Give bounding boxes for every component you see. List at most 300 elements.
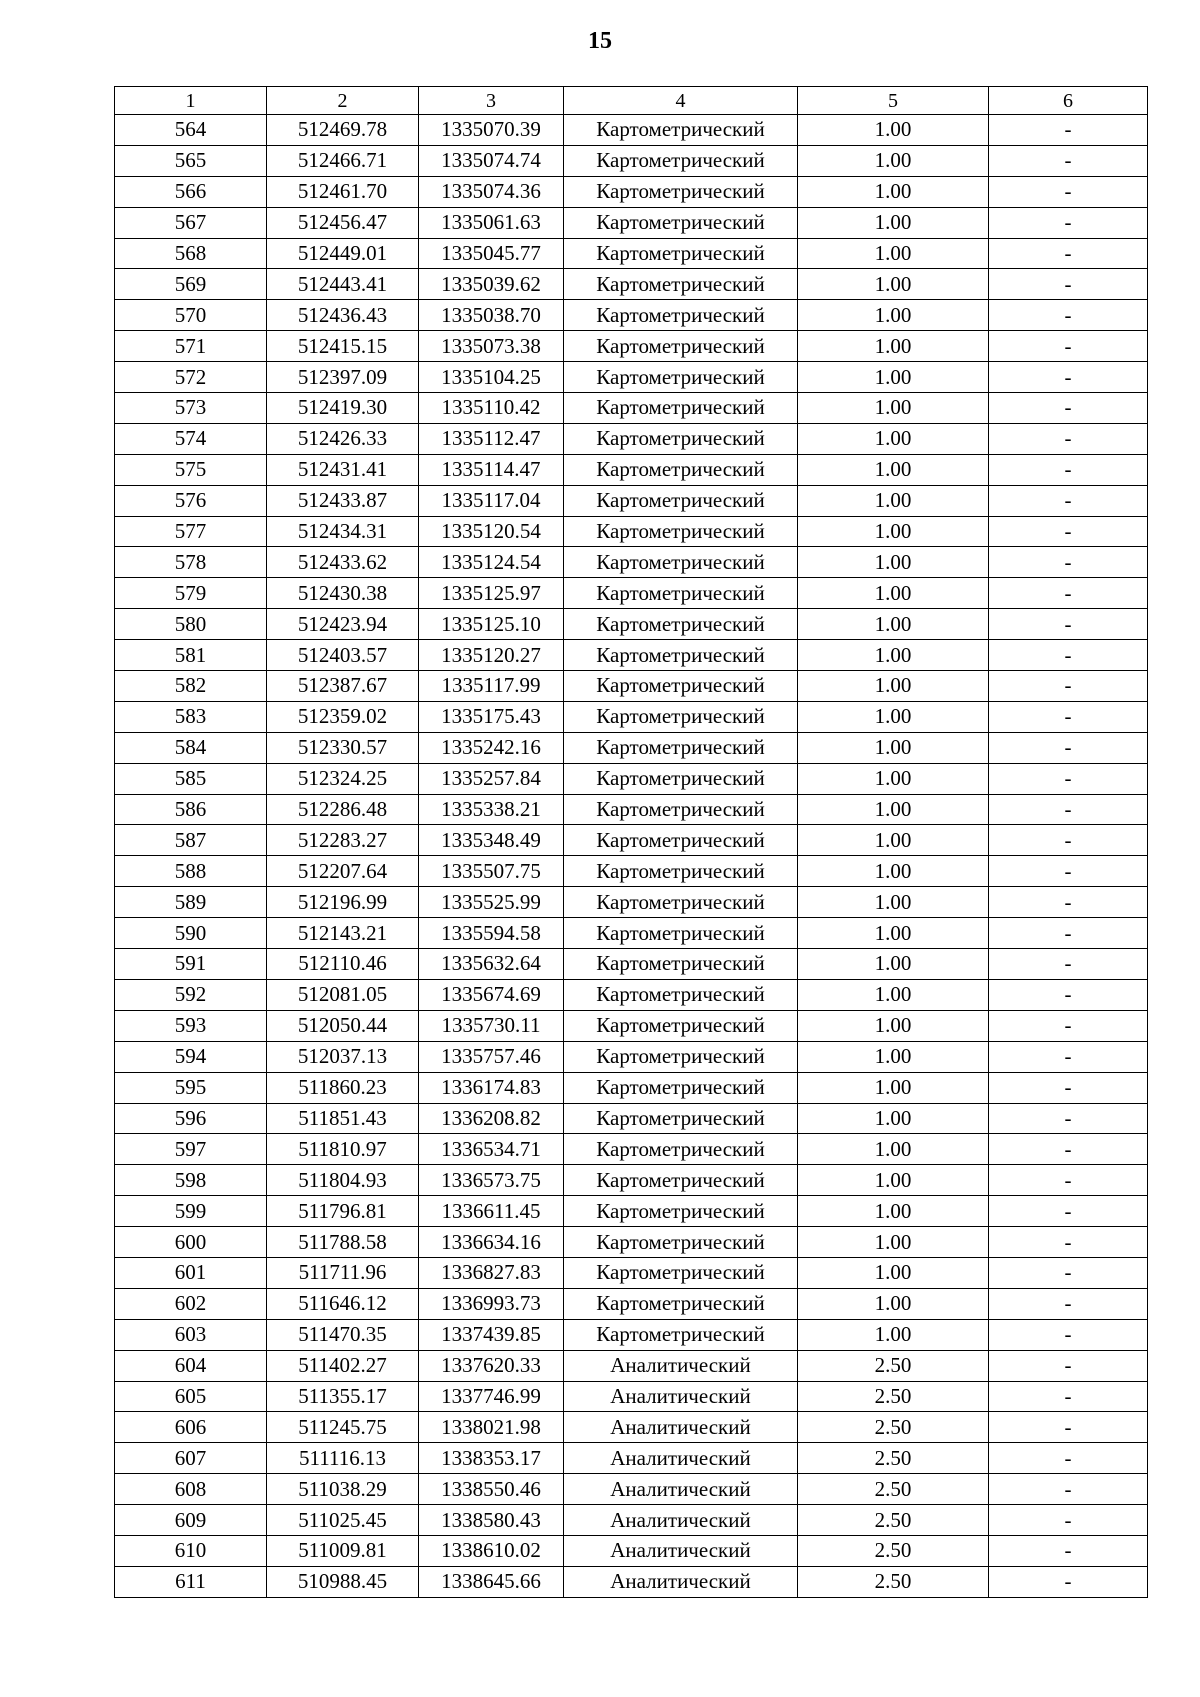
method-cell: Аналитический <box>564 1505 798 1536</box>
x-coordinate-cell: 511355.17 <box>267 1381 419 1412</box>
point-number-cell: 581 <box>115 640 267 671</box>
method-cell: Аналитический <box>564 1412 798 1443</box>
accuracy-cell: 1.00 <box>798 269 989 300</box>
table-row <box>115 1412 1148 1443</box>
accuracy-cell: 1.00 <box>798 1165 989 1196</box>
accuracy-cell: 1.00 <box>798 640 989 671</box>
note-cell: - <box>989 1566 1148 1597</box>
note-cell: - <box>989 671 1148 702</box>
y-coordinate-cell: 1337746.99 <box>419 1381 564 1412</box>
method-cell: Картометрический <box>564 1257 798 1288</box>
accuracy-cell: 1.00 <box>798 115 989 146</box>
x-coordinate-cell: 511860.23 <box>267 1072 419 1103</box>
method-cell: Картометрический <box>564 145 798 176</box>
point-number-cell: 610 <box>115 1535 267 1566</box>
method-cell: Аналитический <box>564 1474 798 1505</box>
note-cell: - <box>989 207 1148 238</box>
point-number-cell: 573 <box>115 393 267 424</box>
method-cell: Картометрический <box>564 701 798 732</box>
table-row <box>115 1350 1148 1381</box>
x-coordinate-cell: 512431.41 <box>267 454 419 485</box>
note-cell: - <box>989 516 1148 547</box>
column-header: 4 <box>564 87 798 115</box>
accuracy-cell: 1.00 <box>798 763 989 794</box>
point-number-cell: 567 <box>115 207 267 238</box>
note-cell: - <box>989 145 1148 176</box>
point-number-cell: 570 <box>115 300 267 331</box>
point-number-cell: 565 <box>115 145 267 176</box>
point-number-cell: 601 <box>115 1257 267 1288</box>
note-cell: - <box>989 1196 1148 1227</box>
table-row <box>115 1134 1148 1165</box>
table-row <box>115 1041 1148 1072</box>
accuracy-cell: 1.00 <box>798 300 989 331</box>
table-row <box>115 300 1148 331</box>
accuracy-cell: 2.50 <box>798 1350 989 1381</box>
accuracy-cell: 1.00 <box>798 856 989 887</box>
column-header: 2 <box>267 87 419 115</box>
y-coordinate-cell: 1335632.64 <box>419 949 564 980</box>
x-coordinate-cell: 510988.45 <box>267 1566 419 1597</box>
accuracy-cell: 1.00 <box>798 918 989 949</box>
table-row <box>115 1535 1148 1566</box>
accuracy-cell: 1.00 <box>798 176 989 207</box>
y-coordinate-cell: 1335038.70 <box>419 300 564 331</box>
point-number-cell: 593 <box>115 1010 267 1041</box>
x-coordinate-cell: 512469.78 <box>267 115 419 146</box>
accuracy-cell: 1.00 <box>798 1288 989 1319</box>
method-cell: Картометрический <box>564 362 798 393</box>
note-cell: - <box>989 1535 1148 1566</box>
point-number-cell: 608 <box>115 1474 267 1505</box>
note-cell: - <box>989 856 1148 887</box>
point-number-cell: 578 <box>115 547 267 578</box>
method-cell: Картометрический <box>564 176 798 207</box>
table-row <box>115 269 1148 300</box>
point-number-cell: 597 <box>115 1134 267 1165</box>
note-cell: - <box>989 794 1148 825</box>
point-number-cell: 591 <box>115 949 267 980</box>
table-row <box>115 207 1148 238</box>
table-row <box>115 1227 1148 1258</box>
accuracy-cell: 1.00 <box>798 485 989 516</box>
y-coordinate-cell: 1336208.82 <box>419 1103 564 1134</box>
point-number-cell: 564 <box>115 115 267 146</box>
y-coordinate-cell: 1336993.73 <box>419 1288 564 1319</box>
x-coordinate-cell: 512426.33 <box>267 423 419 454</box>
note-cell: - <box>989 1072 1148 1103</box>
point-number-cell: 588 <box>115 856 267 887</box>
point-number-cell: 607 <box>115 1443 267 1474</box>
point-number-cell: 569 <box>115 269 267 300</box>
y-coordinate-cell: 1338610.02 <box>419 1535 564 1566</box>
method-cell: Картометрический <box>564 578 798 609</box>
x-coordinate-cell: 512397.09 <box>267 362 419 393</box>
method-cell: Картометрический <box>564 887 798 918</box>
accuracy-cell: 1.00 <box>798 825 989 856</box>
accuracy-cell: 1.00 <box>798 609 989 640</box>
y-coordinate-cell: 1337439.85 <box>419 1319 564 1350</box>
accuracy-cell: 1.00 <box>798 454 989 485</box>
y-coordinate-cell: 1335120.54 <box>419 516 564 547</box>
accuracy-cell: 1.00 <box>798 1319 989 1350</box>
method-cell: Картометрический <box>564 825 798 856</box>
y-coordinate-cell: 1338580.43 <box>419 1505 564 1536</box>
x-coordinate-cell: 512423.94 <box>267 609 419 640</box>
method-cell: Картометрический <box>564 1165 798 1196</box>
accuracy-cell: 1.00 <box>798 362 989 393</box>
y-coordinate-cell: 1335073.38 <box>419 331 564 362</box>
page-number: 15 <box>588 28 612 54</box>
accuracy-cell: 1.00 <box>798 145 989 176</box>
point-number-cell: 600 <box>115 1227 267 1258</box>
accuracy-cell: 1.00 <box>798 1196 989 1227</box>
accuracy-cell: 2.50 <box>798 1412 989 1443</box>
x-coordinate-cell: 512207.64 <box>267 856 419 887</box>
x-coordinate-cell: 511804.93 <box>267 1165 419 1196</box>
table-row <box>115 949 1148 980</box>
point-number-cell: 599 <box>115 1196 267 1227</box>
x-coordinate-cell: 512330.57 <box>267 732 419 763</box>
point-number-cell: 566 <box>115 176 267 207</box>
table-row <box>115 1196 1148 1227</box>
method-cell: Картометрический <box>564 393 798 424</box>
point-number-cell: 574 <box>115 423 267 454</box>
method-cell: Картометрический <box>564 516 798 547</box>
accuracy-cell: 1.00 <box>798 578 989 609</box>
table-row <box>115 454 1148 485</box>
accuracy-cell: 1.00 <box>798 732 989 763</box>
y-coordinate-cell: 1335110.42 <box>419 393 564 424</box>
y-coordinate-cell: 1335125.97 <box>419 578 564 609</box>
x-coordinate-cell: 511009.81 <box>267 1535 419 1566</box>
method-cell: Картометрический <box>564 485 798 516</box>
note-cell: - <box>989 1474 1148 1505</box>
y-coordinate-cell: 1335348.49 <box>419 825 564 856</box>
method-cell: Картометрический <box>564 207 798 238</box>
y-coordinate-cell: 1335242.16 <box>419 732 564 763</box>
y-coordinate-cell: 1335125.10 <box>419 609 564 640</box>
point-number-cell: 572 <box>115 362 267 393</box>
point-number-cell: 575 <box>115 454 267 485</box>
point-number-cell: 571 <box>115 331 267 362</box>
method-cell: Картометрический <box>564 1319 798 1350</box>
note-cell: - <box>989 949 1148 980</box>
table-row <box>115 176 1148 207</box>
x-coordinate-cell: 512359.02 <box>267 701 419 732</box>
table-row <box>115 547 1148 578</box>
x-coordinate-cell: 511245.75 <box>267 1412 419 1443</box>
x-coordinate-cell: 512461.70 <box>267 176 419 207</box>
accuracy-cell: 1.00 <box>798 207 989 238</box>
note-cell: - <box>989 640 1148 671</box>
y-coordinate-cell: 1335112.47 <box>419 423 564 454</box>
x-coordinate-cell: 512434.31 <box>267 516 419 547</box>
accuracy-cell: 2.50 <box>798 1443 989 1474</box>
accuracy-cell: 2.50 <box>798 1381 989 1412</box>
x-coordinate-cell: 511470.35 <box>267 1319 419 1350</box>
table-row <box>115 609 1148 640</box>
method-cell: Аналитический <box>564 1566 798 1597</box>
note-cell: - <box>989 1103 1148 1134</box>
note-cell: - <box>989 1443 1148 1474</box>
note-cell: - <box>989 1505 1148 1536</box>
x-coordinate-cell: 512387.67 <box>267 671 419 702</box>
table-row <box>115 1443 1148 1474</box>
x-coordinate-cell: 511851.43 <box>267 1103 419 1134</box>
y-coordinate-cell: 1336174.83 <box>419 1072 564 1103</box>
table-row <box>115 115 1148 146</box>
accuracy-cell: 1.00 <box>798 794 989 825</box>
method-cell: Картометрический <box>564 1227 798 1258</box>
table-row <box>115 671 1148 702</box>
table-row <box>115 1319 1148 1350</box>
y-coordinate-cell: 1335117.99 <box>419 671 564 702</box>
point-number-cell: 577 <box>115 516 267 547</box>
x-coordinate-cell: 511402.27 <box>267 1350 419 1381</box>
method-cell: Картометрический <box>564 1196 798 1227</box>
point-number-cell: 603 <box>115 1319 267 1350</box>
x-coordinate-cell: 512324.25 <box>267 763 419 794</box>
accuracy-cell: 1.00 <box>798 423 989 454</box>
x-coordinate-cell: 512283.27 <box>267 825 419 856</box>
accuracy-cell: 1.00 <box>798 701 989 732</box>
method-cell: Картометрический <box>564 1041 798 1072</box>
table-row <box>115 485 1148 516</box>
y-coordinate-cell: 1338353.17 <box>419 1443 564 1474</box>
y-coordinate-cell: 1335039.62 <box>419 269 564 300</box>
method-cell: Картометрический <box>564 763 798 794</box>
table-row <box>115 1505 1148 1536</box>
y-coordinate-cell: 1335124.54 <box>419 547 564 578</box>
y-coordinate-cell: 1335061.63 <box>419 207 564 238</box>
y-coordinate-cell: 1335674.69 <box>419 979 564 1010</box>
point-number-cell: 606 <box>115 1412 267 1443</box>
note-cell: - <box>989 1041 1148 1072</box>
note-cell: - <box>989 918 1148 949</box>
x-coordinate-cell: 512286.48 <box>267 794 419 825</box>
accuracy-cell: 1.00 <box>798 1041 989 1072</box>
x-coordinate-cell: 512430.38 <box>267 578 419 609</box>
note-cell: - <box>989 362 1148 393</box>
point-number-cell: 580 <box>115 609 267 640</box>
method-cell: Аналитический <box>564 1350 798 1381</box>
accuracy-cell: 1.00 <box>798 887 989 918</box>
x-coordinate-cell: 512403.57 <box>267 640 419 671</box>
y-coordinate-cell: 1335175.43 <box>419 701 564 732</box>
note-cell: - <box>989 115 1148 146</box>
point-number-cell: 584 <box>115 732 267 763</box>
point-number-cell: 587 <box>115 825 267 856</box>
accuracy-cell: 1.00 <box>798 1103 989 1134</box>
method-cell: Аналитический <box>564 1381 798 1412</box>
table-row <box>115 918 1148 949</box>
y-coordinate-cell: 1335117.04 <box>419 485 564 516</box>
note-cell: - <box>989 300 1148 331</box>
note-cell: - <box>989 454 1148 485</box>
accuracy-cell: 1.00 <box>798 516 989 547</box>
column-header: 3 <box>419 87 564 115</box>
y-coordinate-cell: 1335594.58 <box>419 918 564 949</box>
table-row <box>115 1566 1148 1597</box>
note-cell: - <box>989 269 1148 300</box>
note-cell: - <box>989 578 1148 609</box>
point-number-cell: 576 <box>115 485 267 516</box>
note-cell: - <box>989 423 1148 454</box>
accuracy-cell: 1.00 <box>798 547 989 578</box>
method-cell: Картометрический <box>564 238 798 269</box>
method-cell: Картометрический <box>564 1103 798 1134</box>
y-coordinate-cell: 1336534.71 <box>419 1134 564 1165</box>
accuracy-cell: 1.00 <box>798 1227 989 1258</box>
y-coordinate-cell: 1335074.74 <box>419 145 564 176</box>
method-cell: Картометрический <box>564 609 798 640</box>
point-number-cell: 594 <box>115 1041 267 1072</box>
x-coordinate-cell: 512443.41 <box>267 269 419 300</box>
table-row <box>115 423 1148 454</box>
method-cell: Картометрический <box>564 671 798 702</box>
table-row <box>115 887 1148 918</box>
note-cell: - <box>989 887 1148 918</box>
x-coordinate-cell: 512110.46 <box>267 949 419 980</box>
y-coordinate-cell: 1337620.33 <box>419 1350 564 1381</box>
accuracy-cell: 1.00 <box>798 979 989 1010</box>
y-coordinate-cell: 1336573.75 <box>419 1165 564 1196</box>
point-number-cell: 596 <box>115 1103 267 1134</box>
method-cell: Картометрический <box>564 856 798 887</box>
note-cell: - <box>989 1350 1148 1381</box>
method-cell: Картометрический <box>564 331 798 362</box>
table-row <box>115 1288 1148 1319</box>
accuracy-cell: 2.50 <box>798 1535 989 1566</box>
x-coordinate-cell: 511711.96 <box>267 1257 419 1288</box>
column-header: 1 <box>115 87 267 115</box>
y-coordinate-cell: 1335045.77 <box>419 238 564 269</box>
table-row <box>115 979 1148 1010</box>
method-cell: Картометрический <box>564 949 798 980</box>
y-coordinate-cell: 1335114.47 <box>419 454 564 485</box>
point-number-cell: 595 <box>115 1072 267 1103</box>
accuracy-cell: 1.00 <box>798 238 989 269</box>
accuracy-cell: 1.00 <box>798 1010 989 1041</box>
point-number-cell: 605 <box>115 1381 267 1412</box>
x-coordinate-cell: 511646.12 <box>267 1288 419 1319</box>
table-row <box>115 1474 1148 1505</box>
table-row <box>115 516 1148 547</box>
table-row <box>115 362 1148 393</box>
accuracy-cell: 1.00 <box>798 671 989 702</box>
x-coordinate-cell: 511788.58 <box>267 1227 419 1258</box>
point-number-cell: 586 <box>115 794 267 825</box>
note-cell: - <box>989 1227 1148 1258</box>
y-coordinate-cell: 1335507.75 <box>419 856 564 887</box>
table-row <box>115 763 1148 794</box>
y-coordinate-cell: 1335120.27 <box>419 640 564 671</box>
x-coordinate-cell: 512037.13 <box>267 1041 419 1072</box>
x-coordinate-cell: 512433.62 <box>267 547 419 578</box>
accuracy-cell: 1.00 <box>798 1072 989 1103</box>
point-number-cell: 585 <box>115 763 267 794</box>
x-coordinate-cell: 512466.71 <box>267 145 419 176</box>
point-number-cell: 604 <box>115 1350 267 1381</box>
method-cell: Картометрический <box>564 269 798 300</box>
table-row <box>115 1381 1148 1412</box>
point-number-cell: 598 <box>115 1165 267 1196</box>
table-row <box>115 331 1148 362</box>
table-row <box>115 1103 1148 1134</box>
table-row <box>115 794 1148 825</box>
note-cell: - <box>989 1288 1148 1319</box>
method-cell: Картометрический <box>564 1288 798 1319</box>
y-coordinate-cell: 1338021.98 <box>419 1412 564 1443</box>
accuracy-cell: 1.00 <box>798 1134 989 1165</box>
y-coordinate-cell: 1335338.21 <box>419 794 564 825</box>
method-cell: Картометрический <box>564 794 798 825</box>
accuracy-cell: 2.50 <box>798 1505 989 1536</box>
point-number-cell: 583 <box>115 701 267 732</box>
note-cell: - <box>989 1381 1148 1412</box>
x-coordinate-cell: 511796.81 <box>267 1196 419 1227</box>
method-cell: Картометрический <box>564 300 798 331</box>
note-cell: - <box>989 979 1148 1010</box>
note-cell: - <box>989 1165 1148 1196</box>
x-coordinate-cell: 511116.13 <box>267 1443 419 1474</box>
y-coordinate-cell: 1336634.16 <box>419 1227 564 1258</box>
x-coordinate-cell: 512415.15 <box>267 331 419 362</box>
y-coordinate-cell: 1338550.46 <box>419 1474 564 1505</box>
y-coordinate-cell: 1335525.99 <box>419 887 564 918</box>
x-coordinate-cell: 512436.43 <box>267 300 419 331</box>
method-cell: Картометрический <box>564 1072 798 1103</box>
column-header: 5 <box>798 87 989 115</box>
table-row <box>115 1072 1148 1103</box>
y-coordinate-cell: 1335070.39 <box>419 115 564 146</box>
column-header: 6 <box>989 87 1148 115</box>
note-cell: - <box>989 485 1148 516</box>
point-number-cell: 582 <box>115 671 267 702</box>
table-row <box>115 578 1148 609</box>
y-coordinate-cell: 1335074.36 <box>419 176 564 207</box>
method-cell: Картометрический <box>564 454 798 485</box>
note-cell: - <box>989 825 1148 856</box>
note-cell: - <box>989 393 1148 424</box>
method-cell: Аналитический <box>564 1535 798 1566</box>
point-number-cell: 592 <box>115 979 267 1010</box>
table-row <box>115 701 1148 732</box>
x-coordinate-cell: 512081.05 <box>267 979 419 1010</box>
note-cell: - <box>989 1010 1148 1041</box>
note-cell: - <box>989 1257 1148 1288</box>
x-coordinate-cell: 512050.44 <box>267 1010 419 1041</box>
table-row <box>115 1010 1148 1041</box>
table-row <box>115 1165 1148 1196</box>
x-coordinate-cell: 511038.29 <box>267 1474 419 1505</box>
accuracy-cell: 1.00 <box>798 949 989 980</box>
point-number-cell: 602 <box>115 1288 267 1319</box>
table-row <box>115 856 1148 887</box>
y-coordinate-cell: 1336611.45 <box>419 1196 564 1227</box>
accuracy-cell: 1.00 <box>798 331 989 362</box>
x-coordinate-cell: 512456.47 <box>267 207 419 238</box>
note-cell: - <box>989 547 1148 578</box>
y-coordinate-cell: 1336827.83 <box>419 1257 564 1288</box>
note-cell: - <box>989 331 1148 362</box>
method-cell: Картометрический <box>564 1010 798 1041</box>
point-number-cell: 611 <box>115 1566 267 1597</box>
x-coordinate-cell: 512419.30 <box>267 393 419 424</box>
table-header-row <box>115 87 1148 115</box>
note-cell: - <box>989 176 1148 207</box>
